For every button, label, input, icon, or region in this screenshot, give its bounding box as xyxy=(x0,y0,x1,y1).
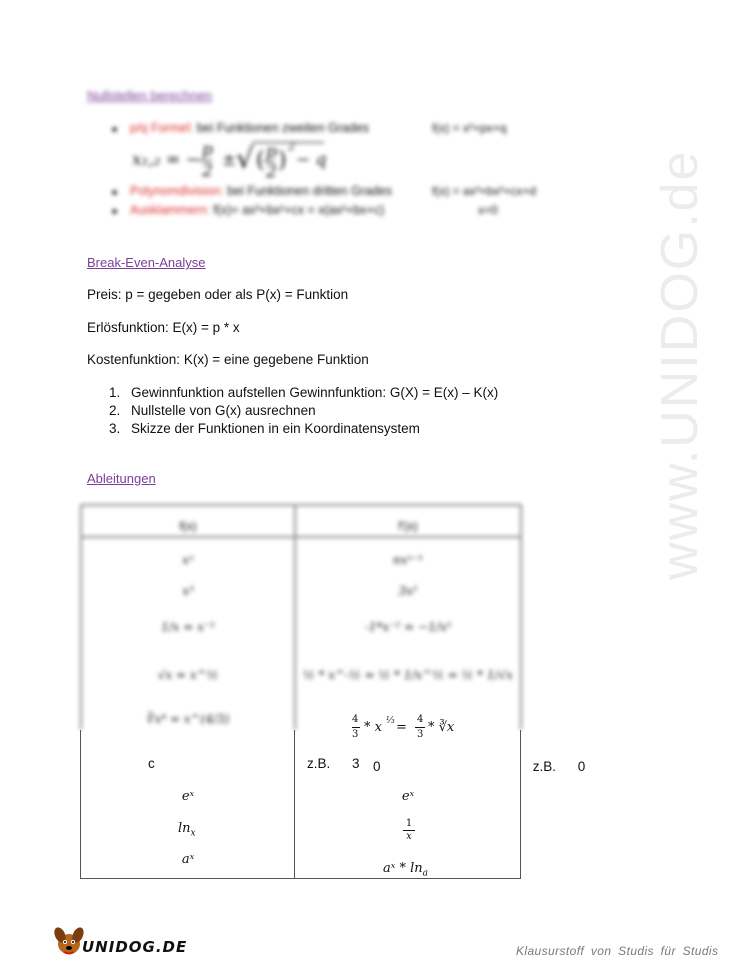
frac-den: 3 xyxy=(352,729,359,740)
item-text: bei Funktionen zweiten Grades xyxy=(196,121,370,135)
frac-num: 1 xyxy=(405,818,413,829)
partial-eq: = xyxy=(396,720,407,735)
pq-formula: x₁,₂ = − p 2 ± √ ( p 2 ) 2 − q xyxy=(132,140,327,182)
table-cell: c z.B. 3 xyxy=(148,756,360,771)
table-cell: ½ * x^-½ = ½ * 1/x^½ = ½ * 1/√x xyxy=(303,668,513,682)
item-formula: x=0 xyxy=(478,203,498,217)
table-cell: √x = x^½ xyxy=(157,668,219,682)
pq-pm: ± xyxy=(222,150,237,170)
fp-base: aˣ * ln xyxy=(383,861,423,876)
table-cell: 3x² xyxy=(398,584,418,598)
step-number: 1. xyxy=(109,385,121,400)
frac-num: 4 xyxy=(352,714,359,725)
table-cell: ∛x⁴ = x^(4/3) xyxy=(146,712,230,726)
step-number: 2. xyxy=(109,403,121,418)
pq-p: p xyxy=(202,140,213,160)
table-cell: 0 z.B. 0 xyxy=(373,759,586,774)
partial-mid: * x xyxy=(364,720,382,735)
pq-two: 2 xyxy=(202,161,213,181)
item-label: Ausklammern: xyxy=(130,203,210,217)
table-cell: eˣ xyxy=(401,789,415,804)
table-cell: 1/x = x⁻¹ xyxy=(160,620,216,634)
pq-exp: 2 xyxy=(288,140,295,153)
frac2-num: 4 xyxy=(417,714,424,725)
step-number: 3. xyxy=(109,421,121,436)
table-cell: -1*x⁻² = −1/x² xyxy=(364,620,452,634)
pq-rest: − q xyxy=(296,150,327,170)
table-cell xyxy=(403,818,415,842)
break-even-heading: Break-Even-Analyse xyxy=(87,255,206,270)
ableitungen-heading: Ableitungen xyxy=(87,471,156,486)
item-formula: f(x) = x²+px+q xyxy=(432,121,507,135)
footer-tagline: Klausurstoff von Studis für Studis xyxy=(516,944,719,958)
step-text: Nullstelle von G(x) ausrechnen xyxy=(131,403,316,418)
ln-sub: x xyxy=(190,828,196,839)
table-cell xyxy=(383,861,428,879)
pq-lhs: x₁,₂ = − xyxy=(132,150,200,170)
frac2-den: 3 xyxy=(417,729,424,740)
item-formula: f(x) = ax³+bx²+cx+d xyxy=(432,184,537,198)
pq-inner-p: p xyxy=(266,142,277,162)
table-cell: eˣ xyxy=(181,789,195,804)
table-cell xyxy=(178,821,196,839)
erloes-line: Erlösfunktion: E(x) = p * x xyxy=(87,320,240,335)
partial-end: * ∛x xyxy=(428,720,455,735)
item-text: f(x)= ax³+bx²+cx = x(ax²+bx+c) xyxy=(213,203,385,217)
table-cell: nxⁿ⁻¹ xyxy=(392,553,424,567)
dog-logo-icon xyxy=(52,925,86,957)
partial-row-cell xyxy=(352,712,472,748)
ln-base: ln xyxy=(178,821,191,836)
frac-den: x xyxy=(403,830,415,842)
fp-sub: a xyxy=(422,868,429,879)
logo-text: UNIDOG.DE xyxy=(82,938,188,956)
pq-inner-two: 2 xyxy=(266,162,277,182)
step-text: Skizze der Funktionen in ein Koordinatensystem xyxy=(131,421,420,436)
item-text: bei Funktionen dritten Grades xyxy=(227,184,392,198)
watermark-text: www.UNIDOG.de xyxy=(651,149,709,580)
item-label: p/q Formel: xyxy=(130,121,194,135)
header-f: f(x) xyxy=(179,519,197,533)
header-fp: f'(x) xyxy=(398,519,418,533)
item-label: Polynomdivision: xyxy=(130,184,224,198)
kosten-line: Kostenfunktion: K(x) = eine gegebene Funktion xyxy=(87,352,369,367)
partial-exp: ⅓ xyxy=(386,716,395,726)
table-cell: x³ xyxy=(182,584,194,598)
step-text: Gewinnfunktion aufstellen Gewinnfunktion: G(X) = E(x) – K(x) xyxy=(131,385,499,400)
nullstellen-heading: Nullstellen berechnen xyxy=(87,88,213,103)
table-cell: xⁿ xyxy=(182,553,194,567)
table-cell: aˣ xyxy=(181,852,195,867)
preis-line: Preis: p = gegeben oder als P(x) = Funktion xyxy=(87,287,349,302)
